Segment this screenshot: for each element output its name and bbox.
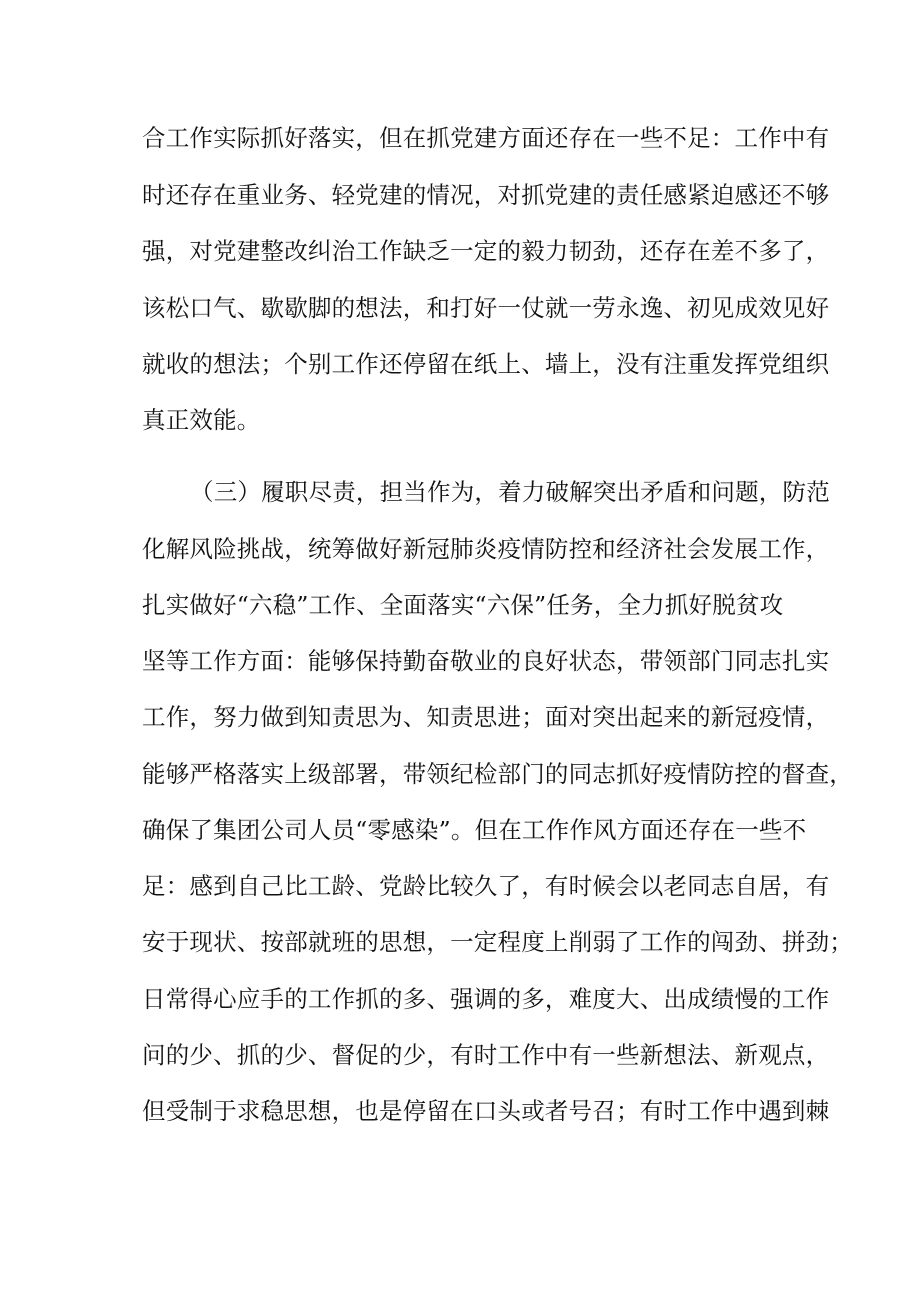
paragraph-2-line: 安于现状、按部就班的思想，一定程度上削弱了工作的闯劲、拼劲； — [142, 928, 853, 956]
paragraph-2-line: 确保了集团公司人员“零感染”。但在工作作风方面还存在一些不 — [142, 816, 807, 844]
paragraph-2-line: 工作，努力做到知责思为、知责思进；面对突出起来的新冠疫情， — [142, 703, 830, 731]
paragraph-2-line: 足：感到自己比工龄、党龄比较久了，有时候会以老同志自居，有 — [142, 872, 830, 900]
paragraph-2-line: 能够严格落实上级部署，带领纪检部门的同志抓好疫情防控的督查， — [142, 760, 853, 788]
paragraph-2-line: 坚等工作方面：能够保持勤奋敬业的良好状态，带领部门同志扎实 — [142, 647, 830, 675]
paragraph-2-line: 日常得心应手的工作抓的多、强调的多，难度大、出成绩慢的工作 — [142, 985, 830, 1013]
paragraph-1-line: 就收的想法；个别工作还停留在纸上、墙上，没有注重发挥党组织 — [142, 350, 830, 378]
paragraph-2-line: 但受制于求稳思想，也是停留在口头或者号召；有时工作中遇到棘 — [142, 1097, 830, 1125]
paragraph-1-line: 真正效能。 — [142, 406, 261, 434]
paragraph-2-line: 问的少、抓的少、督促的少，有时工作中有一些新想法、新观点， — [142, 1041, 830, 1069]
paragraph-1-line: 强，对党建整改纠治工作缺乏一定的毅力韧劲，还存在差不多了， — [142, 237, 830, 265]
paragraph-1-line: 时还存在重业务、轻党建的情况，对抓党建的责任感紧迫感还不够 — [142, 181, 830, 209]
paragraph-2-line: 扎实做好“六稳”工作、全面落实“六保”任务，全力抓好脱贫攻 — [142, 591, 784, 619]
paragraph-2-line: （三）履职尽责，担当作为，着力破解突出矛盾和问题，防范 — [190, 478, 830, 506]
paragraph-2-line: 化解风险挑战，统筹做好新冠肺炎疫情防控和经济社会发展工作， — [142, 535, 830, 563]
paragraph-1-line: 合工作实际抓好落实，但在抓党建方面还存在一些不足：工作中有 — [142, 124, 830, 152]
paragraph-1-line: 该松口气、歇歇脚的想法，和打好一仗就一劳永逸、初见成效见好 — [142, 294, 830, 322]
